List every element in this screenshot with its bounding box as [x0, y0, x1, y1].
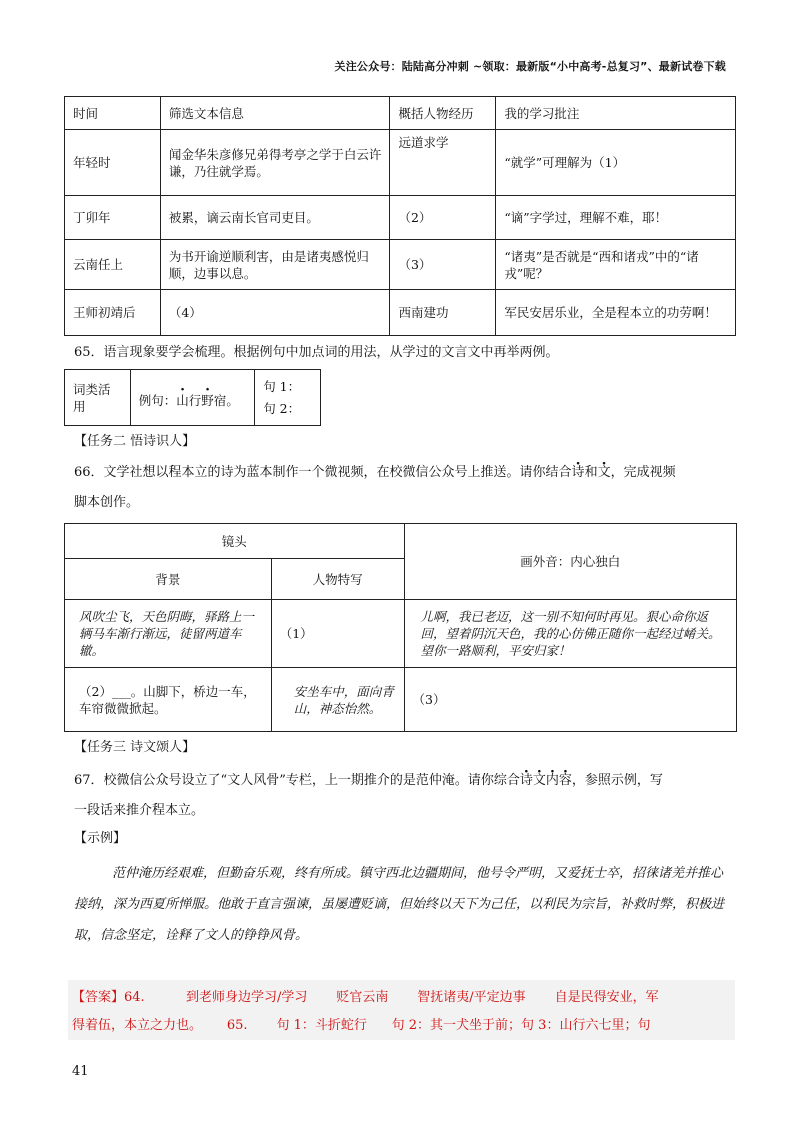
lens-header: 镜头	[65, 524, 405, 559]
table-cell: 云南任上	[65, 240, 161, 290]
page-number: 41	[72, 1064, 89, 1079]
table-header-cell: 筛选文本信息	[160, 97, 390, 130]
answer-text: 得着伍，本立之力也。	[72, 1018, 203, 1033]
table-cell: “诸夷”是否就是“西和诸戎”中的“诸戎”呢？	[496, 240, 736, 290]
table-cell: 风吹尘飞，天色阴晦，驿路上一辆马车渐行渐远，徒留两道车辙。	[65, 600, 272, 668]
table-cell: 西南建功	[390, 290, 496, 336]
voiceover-header: 画外音：内心独白	[404, 524, 736, 600]
table-cell: 军民安居乐业，全是程本立的功劳啊！	[496, 290, 736, 336]
table-cell: （3）	[390, 240, 496, 290]
answer-line-1	[72, 984, 735, 1012]
dotted-word: 诗	[571, 465, 585, 480]
answer-text: 自是民得安业，军	[554, 990, 659, 1005]
table-cell: 闻金华朱彦修兄弟得考亭之学于白云许谦，乃往就学焉。	[160, 130, 390, 196]
example-sentence	[130, 370, 254, 426]
table-cell: 年轻时	[65, 130, 161, 196]
answer-box	[68, 980, 735, 1040]
page-header: 关注公众号：陆陆高分冲刺 ~领取：最新版“小中高考-总复习”、最新试卷下载	[334, 60, 726, 73]
table-cell: 安坐车中，面向青山，神态怡然。	[271, 668, 404, 732]
dotted-word: 诗	[519, 773, 533, 788]
answer-text: 句 2：其一犬坐于前；句 3：山行六七里；句	[391, 1018, 651, 1033]
table-cell: “谪”字学过，理解不难，耶！	[496, 196, 736, 240]
dotted-word: 野	[201, 393, 214, 408]
question-text: 67．校微信公众号设立了“文人风骨”专栏，上一期推介的是范仲淹。请你综合	[74, 773, 520, 788]
question-67	[74, 771, 663, 791]
example-paragraph: 范仲淹历经艰难，但勤奋乐观，终有所成。镇守西北边疆期间，他号令严明，又爱抚士卒，招徕诸羌并推心接纳，深为西夏所惮服。他敢于直言强谏，虽屡遭贬谪，但始终以天下为己任，以利民为宗旨，补救时弊，积极进取，信念坚定，诠释了文人的铮铮风骨。	[74, 866, 725, 943]
background-header: 背景	[65, 559, 272, 600]
question-text: 和	[584, 465, 598, 480]
table-cell: （3）	[404, 668, 736, 732]
table-cell: （2）	[390, 196, 496, 240]
answer-text: 到老师身边学习/学习	[186, 990, 308, 1005]
example-text: 宿。	[213, 393, 239, 408]
table-header-row	[65, 97, 736, 130]
answer-text: 智抚诸夷/平定边事	[417, 990, 526, 1005]
table-cell: 儿啊，我已老迈，这一别不知何时再见。狠心命你返回，望着阴沉天色，我的心仿佛正随你一起经过崤关。望你一路顺利，平安归家！	[404, 600, 736, 668]
dotted-word: 文	[532, 773, 546, 788]
answer-slots	[255, 370, 321, 426]
answer-line-2	[72, 1012, 735, 1040]
task-3-heading: 【任务三 诗文颂人】	[74, 740, 196, 755]
answer-text: 65.	[226, 1018, 248, 1033]
table-row	[65, 130, 736, 196]
word-class-label: 词类活用	[65, 370, 131, 426]
answer-text: 【答案】64.	[72, 990, 145, 1005]
table-cell: 为书开谕逆顺利害，由是诸夷感悦归顺，边事以息。	[160, 240, 390, 290]
table-cell: 丁卯年	[65, 196, 161, 240]
task-2-heading: 【任务二 悟诗识人】	[74, 434, 196, 449]
dotted-word: 容	[558, 773, 572, 788]
question-text: ，参照示例，写	[571, 773, 663, 788]
table-row	[65, 196, 736, 240]
example-prefix: 例句：	[138, 393, 177, 408]
question-text: 66．文学社想以程本立的诗为蓝本制作一个微视频，在校微信公众号上推送。请你结合	[74, 465, 572, 480]
table-cell: （1）	[271, 600, 404, 668]
video-script-table	[64, 523, 737, 732]
figure-header: 人物特写	[271, 559, 404, 600]
table-cell: 王师初靖后	[65, 290, 161, 336]
sentence-2-slot: 句 2：	[263, 400, 301, 416]
table-header-cell: 时间	[65, 97, 161, 130]
blank-line: ___	[111, 683, 131, 699]
answer-text: 句 1：斗折蛇行	[276, 1018, 367, 1033]
cell-text: 。山脚下，桥边一车，车帘微微掀起。	[79, 683, 256, 716]
question-text: ，完成视频	[610, 465, 676, 480]
table-header-cell: 我的学习批注	[496, 97, 736, 130]
table-header-cell: 概括人物经历	[390, 97, 496, 130]
answer-text: 贬官云南	[336, 990, 389, 1005]
example-text: 行	[188, 393, 202, 408]
table-cell: （4）	[160, 290, 390, 336]
question-66-cont: 脚本创作。	[74, 495, 140, 510]
table-row	[65, 290, 736, 336]
question-66	[74, 463, 676, 483]
word-class-table	[64, 369, 321, 426]
question-67-cont: 一段话来推介程本立。	[74, 803, 205, 818]
table-row	[65, 240, 736, 290]
dotted-word: 文	[597, 465, 611, 480]
example-label: 【示例】	[74, 831, 127, 846]
question-65: 65．语言现象要学会梳理。根据例句中加点词的用法，从学过的文言文中再举两例。	[74, 345, 559, 360]
table-cell: 被累，谪云南长官司吏目。	[160, 196, 390, 240]
dotted-word: 内	[545, 773, 559, 788]
table-cell: “就学”可理解为（1）	[496, 130, 736, 196]
blank-label: （2）	[79, 683, 112, 699]
dotted-word: 山	[176, 393, 189, 408]
sentence-1-slot: 句 1：	[263, 378, 301, 394]
table-cell: 远道求学	[390, 130, 496, 196]
table-cell	[65, 668, 272, 732]
study-table	[64, 96, 736, 336]
